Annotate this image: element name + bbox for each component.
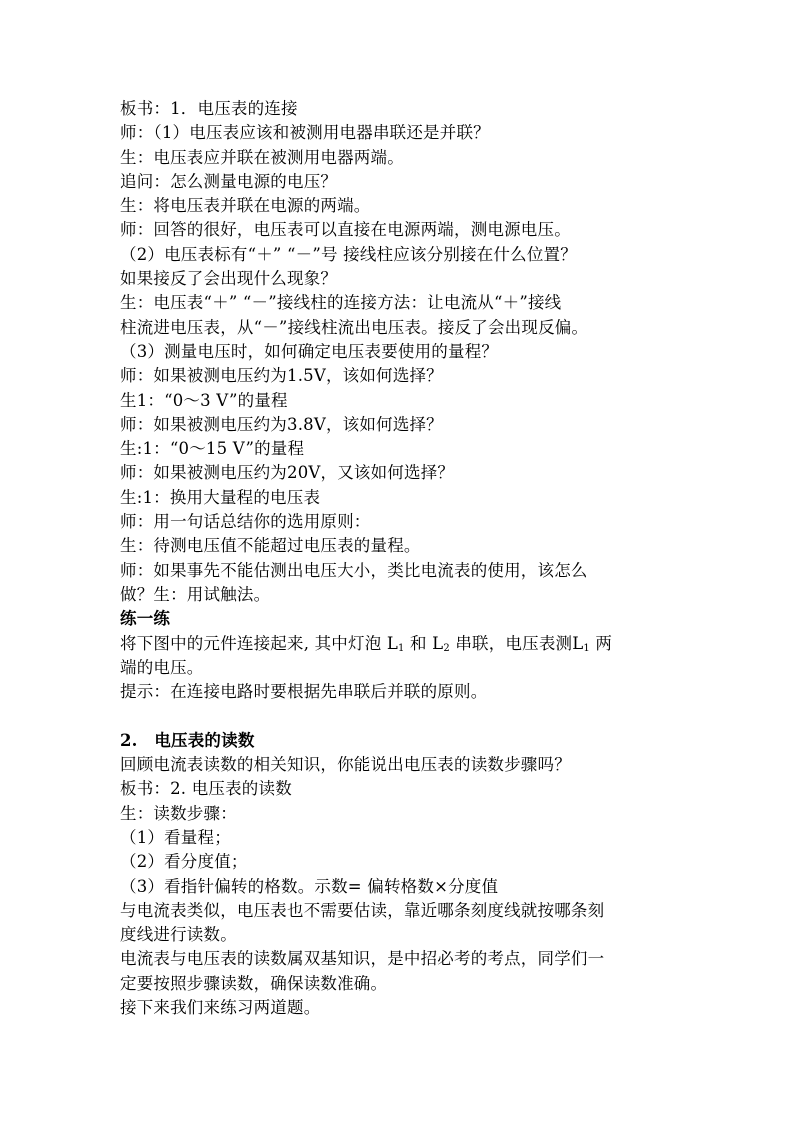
exercise-text: 将下图中的元件连接起来, 其中灯泡 L <box>120 633 398 653</box>
text-line: 柱流进电压表，从“－”接线柱流出电压表。接反了会出现反偏。 <box>120 317 589 337</box>
text-line: 定要按照步骤读数，确保读数准确。 <box>120 973 388 993</box>
text-line: （2）看分度值； <box>120 852 248 872</box>
text-line: 师：如果被测电压约为20V，又该如何选择？ <box>120 463 455 483</box>
text-line: 生1：“0～3 V”的量程 <box>120 390 288 410</box>
text-line: 师：如果被测电压约为1.5V，该如何选择？ <box>120 366 443 386</box>
exercise-instruction-line <box>120 632 680 656</box>
section-voltmeter-connection <box>120 97 680 607</box>
exercise-text: 串联，电压表测L <box>449 633 584 653</box>
text-line: 生：电压表应并联在被测用电器两端。 <box>120 147 404 167</box>
text-line: 生：待测电压值不能超过电压表的量程。 <box>120 536 421 556</box>
text-line: 与电流表类似，电压表也不需要估读，靠近哪条刻度线就按哪条刻 <box>120 900 605 920</box>
text-line: 师：如果事先不能估测出电压大小，类比电流表的使用，该怎么 <box>120 560 588 580</box>
text-line: 师：回答的很好，电压表可以直接在电源两端，测电源电压。 <box>120 220 571 240</box>
text-line: 回顾电流表读数的相关知识，你能说出电压表的读数步骤吗？ <box>120 755 571 775</box>
exercise-hint: 提示：在连接电路时要根据先串联后并联的原则。 <box>120 682 488 702</box>
text-line: 生:1：换用大量程的电压表 <box>120 487 321 507</box>
subscript: 2 <box>443 642 450 654</box>
text-line: 板书：2. 电压表的读数 <box>120 779 292 799</box>
text-line: 追问：怎么测量电源的电压？ <box>120 171 338 191</box>
text-line: 师：如果被测电压约为3.8V，该如何选择？ <box>120 414 443 434</box>
text-line: （1）看量程； <box>120 827 231 847</box>
text-line: 接下来我们来练习两道题。 <box>120 997 321 1017</box>
subscript: 1 <box>583 642 590 654</box>
text-line: （3）看指针偏转的格数。示数= 偏转格数×分度值 <box>120 876 499 896</box>
text-line: 生：将电压表并联在电源的两端。 <box>120 196 371 216</box>
exercise-text: 和 L <box>404 633 444 653</box>
text-line: 如果接反了会出现什么现象？ <box>120 269 338 289</box>
section-voltmeter-reading <box>120 729 680 1021</box>
blank-line <box>120 704 680 728</box>
text-line: （3）测量电压时，如何确定电压表要使用的量程？ <box>120 341 499 361</box>
text-line: 师：用一句话总结你的选用原则： <box>120 512 371 532</box>
text-line: 板书：1．电压表的连接 <box>120 99 298 118</box>
text-line: 生：读数步骤： <box>120 803 237 823</box>
text-line: 生：电压表“＋” “－”接线柱的连接方法：让电流从“＋”接线 <box>120 293 562 313</box>
exercise-text: 两 <box>589 633 613 653</box>
exercise-heading: 练一练 <box>120 609 171 629</box>
document-page <box>120 97 680 1020</box>
text-line: 师：（1）电压表应该和被测用电器串联还是并联？ <box>120 123 490 143</box>
text-line: 电流表与电压表的读数属双基知识，是中招必考的考点，同学们一 <box>120 949 605 969</box>
section-heading: 2. 电压表的读数 <box>120 730 255 750</box>
exercise-instruction-line: 端的电压。 <box>120 657 204 677</box>
text-line: 度线进行读数。 <box>120 925 237 945</box>
subscript: 1 <box>398 642 405 654</box>
section-exercise <box>120 607 680 704</box>
text-line: 做？生：用试触法。 <box>120 584 271 604</box>
text-line: 生:1：“0～15 V”的量程 <box>120 439 305 459</box>
text-line: （2）电压表标有“＋” “－”号 接线柱应该分别接在什么位置？ <box>120 244 577 264</box>
